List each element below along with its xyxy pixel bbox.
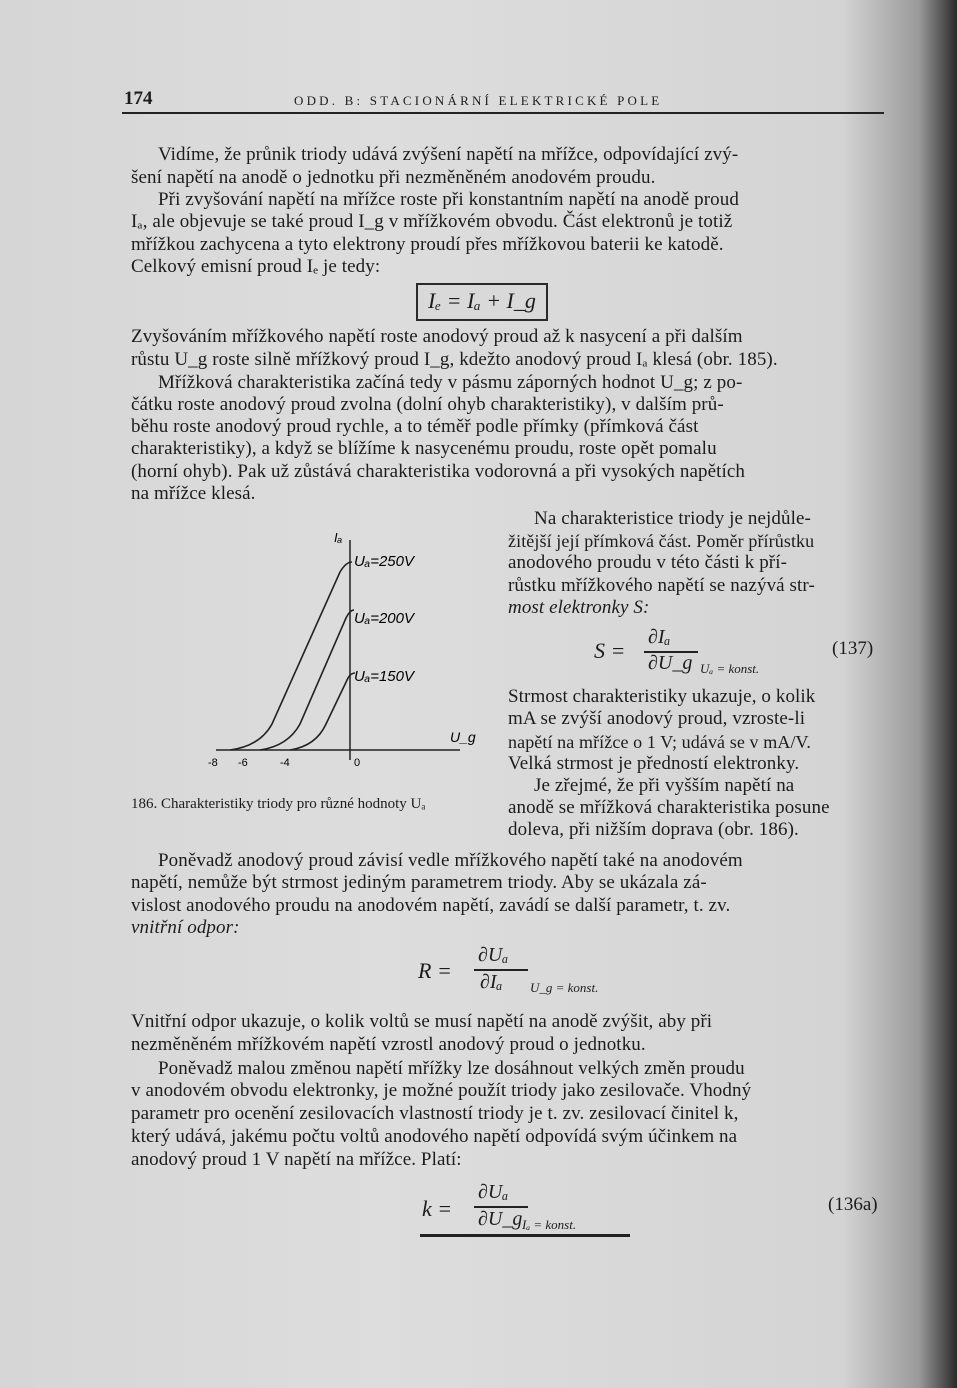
text-line: vnitřní odpor: [131,917,240,938]
header-rule [122,112,884,114]
text-line: doleva, při nižším doprava (obr. 186). [508,819,799,840]
curve-ua-150 [290,673,355,750]
figure-caption: 186. Charakteristiky triody pro různé hodnoty Uₐ [131,796,426,812]
running-title: ODD. B: STACIONÁRNÍ ELEKTRICKÉ POLE [294,93,663,108]
text-line: mA se zvýší anodový proud, vzroste-li [508,708,806,729]
text-line: Strmost charakteristiky ukazuje, o kolik [508,686,816,707]
text-line: napětí, nemůže být strmost jediným parametrem triody. Aby se ukázala zá- [131,872,707,893]
text-line: Při zvyšování napětí na mřížce roste při konstantním napětí na anodě proud [158,189,739,210]
tick-label: -6 [238,757,248,769]
text-line: most elektronky S: [508,597,650,618]
formula-s-numerator: ∂Iₐ [648,626,671,648]
curve-ua-200 [260,610,354,750]
text-line: který udává, jakému počtu voltů anodového napětí odpovídá svým účinkem na [131,1126,738,1147]
formula-k-denominator: ∂U_g [478,1208,523,1230]
curve-label: Uₐ=150V [354,668,414,685]
x-axis-label: U_g [450,729,476,745]
text-line: šení napětí na anodě o jednotku při nezměněném anodovém proudu. [131,167,656,188]
text-line: Velká strmost je předností elektronky. [508,753,800,774]
text-line: Poněvadž malou změnou napětí mřížky lze dosáhnout velkých změn proudu [158,1058,745,1079]
tick-label: -8 [208,757,218,769]
page-number: 174 [124,88,153,109]
text-line: Zvyšováním mřížkového napětí roste anodový proud až k nasycení a při dalším [131,326,743,347]
text-line: napětí na mřížce o 1 V; udává se v mA/V. [508,732,811,752]
text-line: růstku mřížkového napětí se nazývá str- [508,575,815,596]
formula-underline [420,1234,630,1237]
text-line: Na charakteristice triody je nejdůle- [534,508,811,529]
tick-label: 0 [354,757,361,769]
formula-s-subscript: Uₐ = konst. [700,661,760,676]
text-line: parametr pro ocenění zesilovacích vlastností triody je t. zv. zesilovací činitel k, [131,1103,739,1124]
curve-label: Uₐ=200V [354,610,414,627]
formula-s-lhs: S = [594,638,626,663]
tick-label: -4 [280,757,290,769]
equation-number: (136a) [828,1194,878,1215]
text-line: čátku roste anodový proud zvolna (dolní ohyb charakteristiky), v dalším prů- [131,394,724,415]
curve-ua-250 [230,562,352,750]
text-line: vislost anodového proudu na anodovém napětí, zavádí se další parametr, t. zv. [131,895,731,916]
equation-number: (137) [832,638,874,659]
formula-k-subscript: Iₐ = konst. [522,1217,577,1232]
text-line: (horní ohyb). Pak už zůstává charakteristika vodorovná a při vysokých napětích [131,461,746,482]
formula-r-numerator: ∂Uₐ [478,944,509,966]
formula-k-numerator: ∂Uₐ [478,1181,509,1203]
emission-formula: Iₑ = Iₐ + I_g [416,283,548,321]
text-line: Celkový emisní proud Iₑ je tedy: [131,256,381,277]
triode-characteristics-figure [200,528,490,778]
formula-r-denominator: ∂Iₐ [480,971,503,993]
text-line: mřížkou zachycena a tyto elektrony proudí přes mřížkovou baterii ke katodě. [131,234,724,255]
text-line: běhu roste anodový proud rychle, a to téměř podle přímky (přímková část [131,416,699,437]
text-line: Poněvadž anodový proud závisí vedle mřížkového napětí také na anodovém [158,850,743,871]
formula-r-lhs: R = [418,958,452,983]
y-axis-label: Iₐ [334,530,343,545]
formula-s-denominator: ∂U_g [648,652,693,674]
text-line: anodě se mřížková charakteristika posune [508,797,830,818]
text-line: v anodovém obvodu elektronky, je možné použít triody jako zesilovače. Vhodný [131,1080,752,1101]
formula-r-subscript: U_g = konst. [530,980,599,995]
formula-k-lhs: k = [422,1196,453,1221]
text-line: anodového proudu v této části k pří- [508,552,788,573]
text-line: nezměněném mřížkovém napětí vzrostl anodový proud o jednotku. [131,1034,646,1055]
text-line: charakteristiky), a když se blížíme k nasycenému proudu, roste opět pomalu [131,438,717,459]
text-line: růstu U_g roste silně mřížkový proud I_g, kdežto anodový proud Iₐ klesá (obr. 185). [131,349,778,370]
text-line: na mřížce klesá. [131,483,256,504]
text-line: Vnitřní odpor ukazuje, o kolik voltů se musí napětí na anodě zvýšit, aby při [131,1011,713,1032]
text-line: anodový proud 1 V napětí na mřížce. Platí: [131,1149,462,1170]
text-line: žitější její přímková část. Poměr přírůstku [508,531,815,551]
text-line: Je zřejmé, že při vyšším napětí na [534,775,795,796]
text-line: Vidíme, že průnik triody udává zvýšení napětí na mřížce, odpovídající zvý- [158,144,739,165]
text-line: Iₐ, ale objevuje se také proud I_g v mřížkovém obvodu. Část elektronů je totiž [131,211,733,232]
text-line: Mřížková charakteristika začíná tedy v pásmu záporných hodnot U_g; z po- [158,372,743,393]
curve-label: Uₐ=250V [354,553,414,570]
